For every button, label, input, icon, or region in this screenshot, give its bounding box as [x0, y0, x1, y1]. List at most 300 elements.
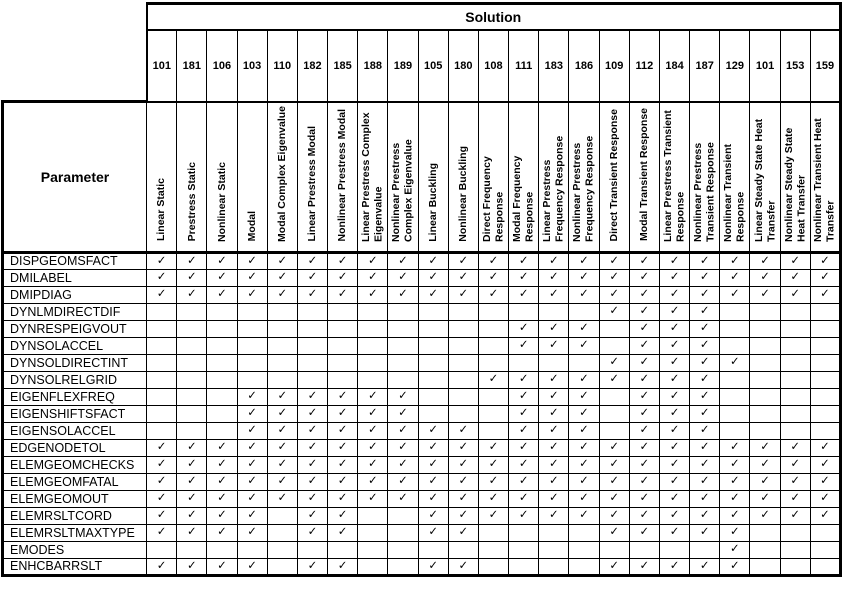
- check-icon: ✓: [247, 526, 257, 538]
- check-cell: [599, 490, 629, 507]
- solution-code-cell: 153: [780, 30, 810, 102]
- check-icon: ✓: [669, 509, 680, 521]
- check-cell: [810, 473, 840, 490]
- parameter-name-cell: ENHCBARRSLT: [3, 558, 147, 575]
- empty-cell: [750, 371, 780, 388]
- empty-cell: [810, 354, 840, 371]
- check-icon: ✓: [307, 254, 318, 267]
- empty-cell: [207, 541, 237, 558]
- solution-code-cell: 185: [328, 30, 358, 102]
- check-icon: ✓: [639, 441, 650, 453]
- check-icon: ✓: [186, 254, 197, 267]
- check-icon: ✓: [518, 271, 529, 283]
- empty-cell: [478, 388, 508, 405]
- check-icon: ✓: [609, 305, 619, 317]
- solution-code-cell: 112: [629, 30, 659, 102]
- check-cell: [629, 337, 659, 354]
- check-cell: [478, 490, 508, 507]
- check-cell: [659, 473, 689, 490]
- check-icon: ✓: [790, 458, 801, 470]
- empty-cell: [750, 524, 780, 541]
- empty-cell: [328, 320, 358, 337]
- parameter-name-cell: ELEMGEOMOUT: [3, 490, 147, 507]
- check-cell: [750, 286, 780, 303]
- check-icon: ✓: [760, 509, 770, 521]
- check-icon: ✓: [579, 254, 589, 267]
- check-cell: [267, 456, 297, 473]
- check-icon: ✓: [367, 407, 378, 419]
- check-cell: [780, 286, 810, 303]
- check-icon: ✓: [730, 458, 740, 470]
- solution-code-cell: 106: [207, 30, 237, 102]
- solution-label: Nonlinear Prestress Transient Response: [692, 141, 717, 242]
- check-icon: ✓: [186, 288, 197, 300]
- empty-cell: [207, 405, 237, 422]
- check-cell: [720, 439, 750, 456]
- empty-cell: [750, 558, 780, 575]
- table-row: [3, 286, 841, 303]
- check-icon: ✓: [609, 254, 619, 267]
- check-icon: ✓: [337, 458, 348, 470]
- check-cell: [328, 439, 358, 456]
- empty-cell: [750, 303, 780, 320]
- check-cell: [629, 286, 659, 303]
- check-cell: [659, 337, 689, 354]
- check-icon: ✓: [699, 509, 710, 521]
- solution-label: Modal: [245, 211, 258, 242]
- check-cell: [328, 422, 358, 439]
- check-cell: [569, 286, 599, 303]
- check-cell: [780, 473, 810, 490]
- check-icon: ✓: [730, 526, 740, 538]
- check-cell: [599, 473, 629, 490]
- empty-cell: [328, 303, 358, 320]
- check-cell: [810, 439, 840, 456]
- check-cell: [509, 405, 539, 422]
- check-cell: [750, 269, 780, 286]
- check-cell: [207, 507, 237, 524]
- check-icon: ✓: [337, 559, 348, 572]
- check-icon: ✓: [579, 407, 589, 419]
- solution-label: Linear Prestress Transient Response: [662, 109, 687, 242]
- check-cell: [810, 286, 840, 303]
- check-cell: [147, 473, 177, 490]
- check-cell: [629, 490, 659, 507]
- check-cell: [478, 286, 508, 303]
- parameter-name-cell: DYNLMDIRECTDIF: [3, 303, 147, 320]
- empty-cell: [388, 541, 418, 558]
- check-cell: [448, 422, 478, 439]
- check-cell: [690, 286, 720, 303]
- check-cell: [750, 490, 780, 507]
- parameter-name-cell: ELEMGEOMCHECKS: [3, 456, 147, 473]
- empty-cell: [418, 303, 448, 320]
- solution-label-cell: [599, 102, 629, 253]
- solution-label: Nonlinear Prestress Modal: [336, 109, 349, 242]
- solution-label-cell: [358, 102, 388, 253]
- check-icon: ✓: [609, 288, 619, 300]
- check-icon: ✓: [337, 509, 348, 521]
- check-cell: [177, 524, 207, 541]
- check-cell: [297, 473, 327, 490]
- check-cell: [629, 252, 659, 269]
- solution-label: Nonlinear Steady State Heat Transfer: [782, 127, 808, 242]
- table-row: [3, 269, 841, 286]
- table-row: [3, 558, 841, 575]
- check-icon: ✓: [518, 509, 529, 521]
- check-icon: ✓: [488, 254, 499, 267]
- empty-cell: [147, 303, 177, 320]
- empty-cell: [780, 354, 810, 371]
- empty-cell: [599, 320, 629, 337]
- solution-label-cell: [478, 102, 508, 253]
- empty-cell: [810, 388, 840, 405]
- check-icon: ✓: [398, 475, 408, 487]
- check-icon: ✓: [488, 509, 499, 521]
- check-cell: [690, 337, 720, 354]
- check-icon: ✓: [518, 339, 529, 351]
- check-icon: ✓: [549, 339, 559, 351]
- check-icon: ✓: [337, 390, 348, 402]
- solution-label-cell: [237, 102, 267, 253]
- empty-cell: [599, 405, 629, 422]
- check-cell: [328, 252, 358, 269]
- solution-code-cell: 187: [690, 30, 720, 102]
- check-icon: ✓: [579, 271, 589, 283]
- check-cell: [780, 439, 810, 456]
- empty-cell: [810, 405, 840, 422]
- check-icon: ✓: [609, 526, 619, 538]
- check-cell: [207, 473, 237, 490]
- check-cell: [750, 507, 780, 524]
- check-icon: ✓: [337, 254, 348, 267]
- check-icon: ✓: [639, 373, 650, 385]
- empty-cell: [569, 303, 599, 320]
- check-icon: ✓: [337, 407, 348, 419]
- check-cell: [388, 422, 418, 439]
- check-icon: ✓: [488, 475, 499, 487]
- table-row: [3, 371, 841, 388]
- check-icon: ✓: [669, 475, 680, 487]
- check-icon: ✓: [337, 475, 348, 487]
- solution-label: Linear Prestress Modal: [306, 125, 319, 242]
- check-icon: ✓: [156, 492, 167, 504]
- check-icon: ✓: [277, 424, 288, 436]
- solution-label: Direct Frequency Response: [480, 155, 506, 242]
- empty-cell: [297, 320, 327, 337]
- check-icon: ✓: [398, 271, 408, 283]
- empty-cell: [358, 541, 388, 558]
- check-cell: [569, 456, 599, 473]
- solution-label-cell: [569, 102, 599, 253]
- check-icon: ✓: [156, 254, 167, 267]
- check-cell: [448, 490, 478, 507]
- check-icon: ✓: [579, 322, 589, 334]
- check-cell: [690, 524, 720, 541]
- empty-cell: [780, 541, 810, 558]
- solution-code-cell: 105: [418, 30, 448, 102]
- check-cell: [539, 371, 569, 388]
- check-icon: ✓: [730, 441, 740, 453]
- check-cell: [478, 439, 508, 456]
- check-cell: [720, 541, 750, 558]
- empty-cell: [328, 354, 358, 371]
- check-icon: ✓: [579, 492, 589, 504]
- check-cell: [237, 558, 267, 575]
- check-cell: [237, 252, 267, 269]
- empty-cell: [418, 541, 448, 558]
- check-icon: ✓: [579, 509, 589, 521]
- check-cell: [207, 456, 237, 473]
- check-icon: ✓: [699, 339, 710, 351]
- check-icon: ✓: [367, 424, 378, 436]
- check-cell: [659, 354, 689, 371]
- check-icon: ✓: [367, 271, 378, 283]
- empty-cell: [539, 541, 569, 558]
- check-icon: ✓: [488, 492, 499, 504]
- check-icon: ✓: [398, 288, 408, 300]
- check-cell: [659, 303, 689, 320]
- check-icon: ✓: [699, 407, 710, 419]
- empty-cell: [267, 558, 297, 575]
- check-icon: ✓: [217, 475, 227, 487]
- matrix-body: [3, 252, 841, 575]
- check-cell: [690, 507, 720, 524]
- check-icon: ✓: [337, 526, 348, 538]
- solution-code-cell: 159: [810, 30, 840, 102]
- check-cell: [207, 439, 237, 456]
- check-cell: [659, 388, 689, 405]
- solution-code-cell: 184: [659, 30, 689, 102]
- check-icon: ✓: [307, 441, 318, 453]
- empty-cell: [509, 354, 539, 371]
- empty-cell: [478, 422, 508, 439]
- check-icon: ✓: [247, 441, 257, 453]
- check-cell: [659, 439, 689, 456]
- check-icon: ✓: [277, 288, 288, 300]
- solution-label-cell: [720, 102, 750, 253]
- check-cell: [539, 473, 569, 490]
- empty-cell: [207, 422, 237, 439]
- check-cell: [509, 456, 539, 473]
- empty-cell: [720, 422, 750, 439]
- check-cell: [297, 422, 327, 439]
- check-cell: [177, 252, 207, 269]
- check-icon: ✓: [639, 305, 650, 317]
- check-icon: ✓: [639, 559, 650, 572]
- check-icon: ✓: [428, 492, 438, 504]
- check-icon: ✓: [458, 509, 469, 521]
- empty-cell: [207, 388, 237, 405]
- empty-cell: [539, 524, 569, 541]
- empty-cell: [599, 541, 629, 558]
- check-icon: ✓: [277, 441, 288, 453]
- empty-cell: [810, 320, 840, 337]
- empty-cell: [267, 303, 297, 320]
- empty-cell: [207, 303, 237, 320]
- check-icon: ✓: [247, 509, 257, 521]
- solution-label: Nonlinear Transient Heat Transfer: [812, 117, 837, 242]
- check-cell: [690, 473, 720, 490]
- check-icon: ✓: [699, 305, 710, 317]
- check-cell: [358, 388, 388, 405]
- check-icon: ✓: [458, 475, 469, 487]
- empty-cell: [388, 320, 418, 337]
- solution-label: Modal Complex Eigenvalue: [276, 105, 289, 242]
- check-icon: ✓: [549, 458, 559, 470]
- empty-cell: [267, 320, 297, 337]
- check-icon: ✓: [186, 458, 197, 470]
- check-icon: ✓: [398, 492, 408, 504]
- check-cell: [237, 439, 267, 456]
- check-cell: [629, 371, 659, 388]
- check-icon: ✓: [156, 526, 167, 538]
- check-cell: [569, 405, 599, 422]
- check-icon: ✓: [458, 288, 469, 300]
- check-icon: ✓: [639, 271, 650, 283]
- empty-cell: [478, 524, 508, 541]
- check-cell: [358, 456, 388, 473]
- check-icon: ✓: [458, 559, 469, 572]
- check-cell: [358, 490, 388, 507]
- empty-cell: [177, 541, 207, 558]
- check-cell: [267, 252, 297, 269]
- check-icon: ✓: [488, 441, 499, 453]
- check-icon: ✓: [156, 509, 167, 521]
- check-icon: ✓: [820, 458, 830, 470]
- check-icon: ✓: [790, 475, 801, 487]
- check-cell: [659, 320, 689, 337]
- empty-cell: [780, 320, 810, 337]
- check-cell: [599, 286, 629, 303]
- check-cell: [659, 269, 689, 286]
- check-icon: ✓: [609, 458, 619, 470]
- check-icon: ✓: [730, 509, 740, 521]
- empty-cell: [780, 337, 810, 354]
- empty-cell: [418, 371, 448, 388]
- check-cell: [448, 507, 478, 524]
- check-icon: ✓: [760, 254, 770, 267]
- check-cell: [388, 405, 418, 422]
- check-icon: ✓: [277, 390, 288, 402]
- check-cell: [509, 473, 539, 490]
- empty-cell: [539, 354, 569, 371]
- empty-cell: [328, 371, 358, 388]
- check-icon: ✓: [277, 407, 288, 419]
- check-icon: ✓: [760, 288, 770, 300]
- empty-cell: [358, 558, 388, 575]
- empty-cell: [720, 303, 750, 320]
- check-cell: [237, 456, 267, 473]
- check-cell: [690, 405, 720, 422]
- solution-label: Direct Transient Response: [607, 109, 620, 242]
- check-icon: ✓: [518, 254, 529, 267]
- check-cell: [177, 269, 207, 286]
- empty-cell: [328, 541, 358, 558]
- check-cell: [358, 439, 388, 456]
- check-icon: ✓: [699, 475, 710, 487]
- check-icon: ✓: [337, 441, 348, 453]
- check-cell: [509, 507, 539, 524]
- empty-cell: [418, 320, 448, 337]
- check-cell: [358, 269, 388, 286]
- check-cell: [720, 490, 750, 507]
- check-icon: ✓: [579, 373, 589, 385]
- empty-cell: [569, 524, 599, 541]
- check-cell: [569, 388, 599, 405]
- empty-cell: [448, 541, 478, 558]
- check-icon: ✓: [669, 526, 680, 538]
- empty-cell: [539, 303, 569, 320]
- check-icon: ✓: [669, 458, 680, 470]
- check-icon: ✓: [609, 509, 619, 521]
- check-icon: ✓: [760, 271, 770, 283]
- check-cell: [237, 473, 267, 490]
- parameter-name-cell: ELEMGEOMFATAL: [3, 473, 147, 490]
- check-cell: [569, 490, 599, 507]
- check-cell: [328, 388, 358, 405]
- check-icon: ✓: [730, 492, 740, 504]
- empty-cell: [358, 303, 388, 320]
- check-cell: [629, 558, 659, 575]
- check-cell: [569, 371, 599, 388]
- table-row: [3, 303, 841, 320]
- check-cell: [690, 490, 720, 507]
- check-icon: ✓: [730, 288, 740, 300]
- check-cell: [297, 490, 327, 507]
- check-cell: [237, 286, 267, 303]
- check-cell: [629, 422, 659, 439]
- check-cell: [509, 371, 539, 388]
- check-icon: ✓: [428, 458, 438, 470]
- check-icon: ✓: [428, 254, 438, 267]
- check-cell: [358, 473, 388, 490]
- check-icon: ✓: [398, 407, 408, 419]
- check-icon: ✓: [639, 288, 650, 300]
- empty-cell: [177, 337, 207, 354]
- check-cell: [750, 473, 780, 490]
- check-cell: [750, 456, 780, 473]
- empty-cell: [207, 371, 237, 388]
- check-cell: [147, 507, 177, 524]
- empty-cell: [388, 558, 418, 575]
- empty-cell: [569, 354, 599, 371]
- check-cell: [237, 524, 267, 541]
- check-icon: ✓: [669, 424, 680, 436]
- check-icon: ✓: [186, 475, 197, 487]
- check-cell: [147, 439, 177, 456]
- check-cell: [690, 303, 720, 320]
- check-cell: [418, 456, 448, 473]
- solution-code-cell: 108: [478, 30, 508, 102]
- check-icon: ✓: [639, 492, 650, 504]
- check-icon: ✓: [790, 254, 801, 267]
- empty-cell: [810, 541, 840, 558]
- empty-cell: [147, 541, 177, 558]
- check-icon: ✓: [549, 407, 559, 419]
- check-cell: [267, 439, 297, 456]
- parameter-header: Parameter: [3, 102, 147, 253]
- check-cell: [147, 456, 177, 473]
- empty-cell: [780, 371, 810, 388]
- empty-cell: [750, 541, 780, 558]
- check-cell: [388, 456, 418, 473]
- check-cell: [207, 269, 237, 286]
- check-icon: ✓: [217, 559, 227, 572]
- check-cell: [418, 422, 448, 439]
- check-cell: [297, 558, 327, 575]
- check-cell: [448, 252, 478, 269]
